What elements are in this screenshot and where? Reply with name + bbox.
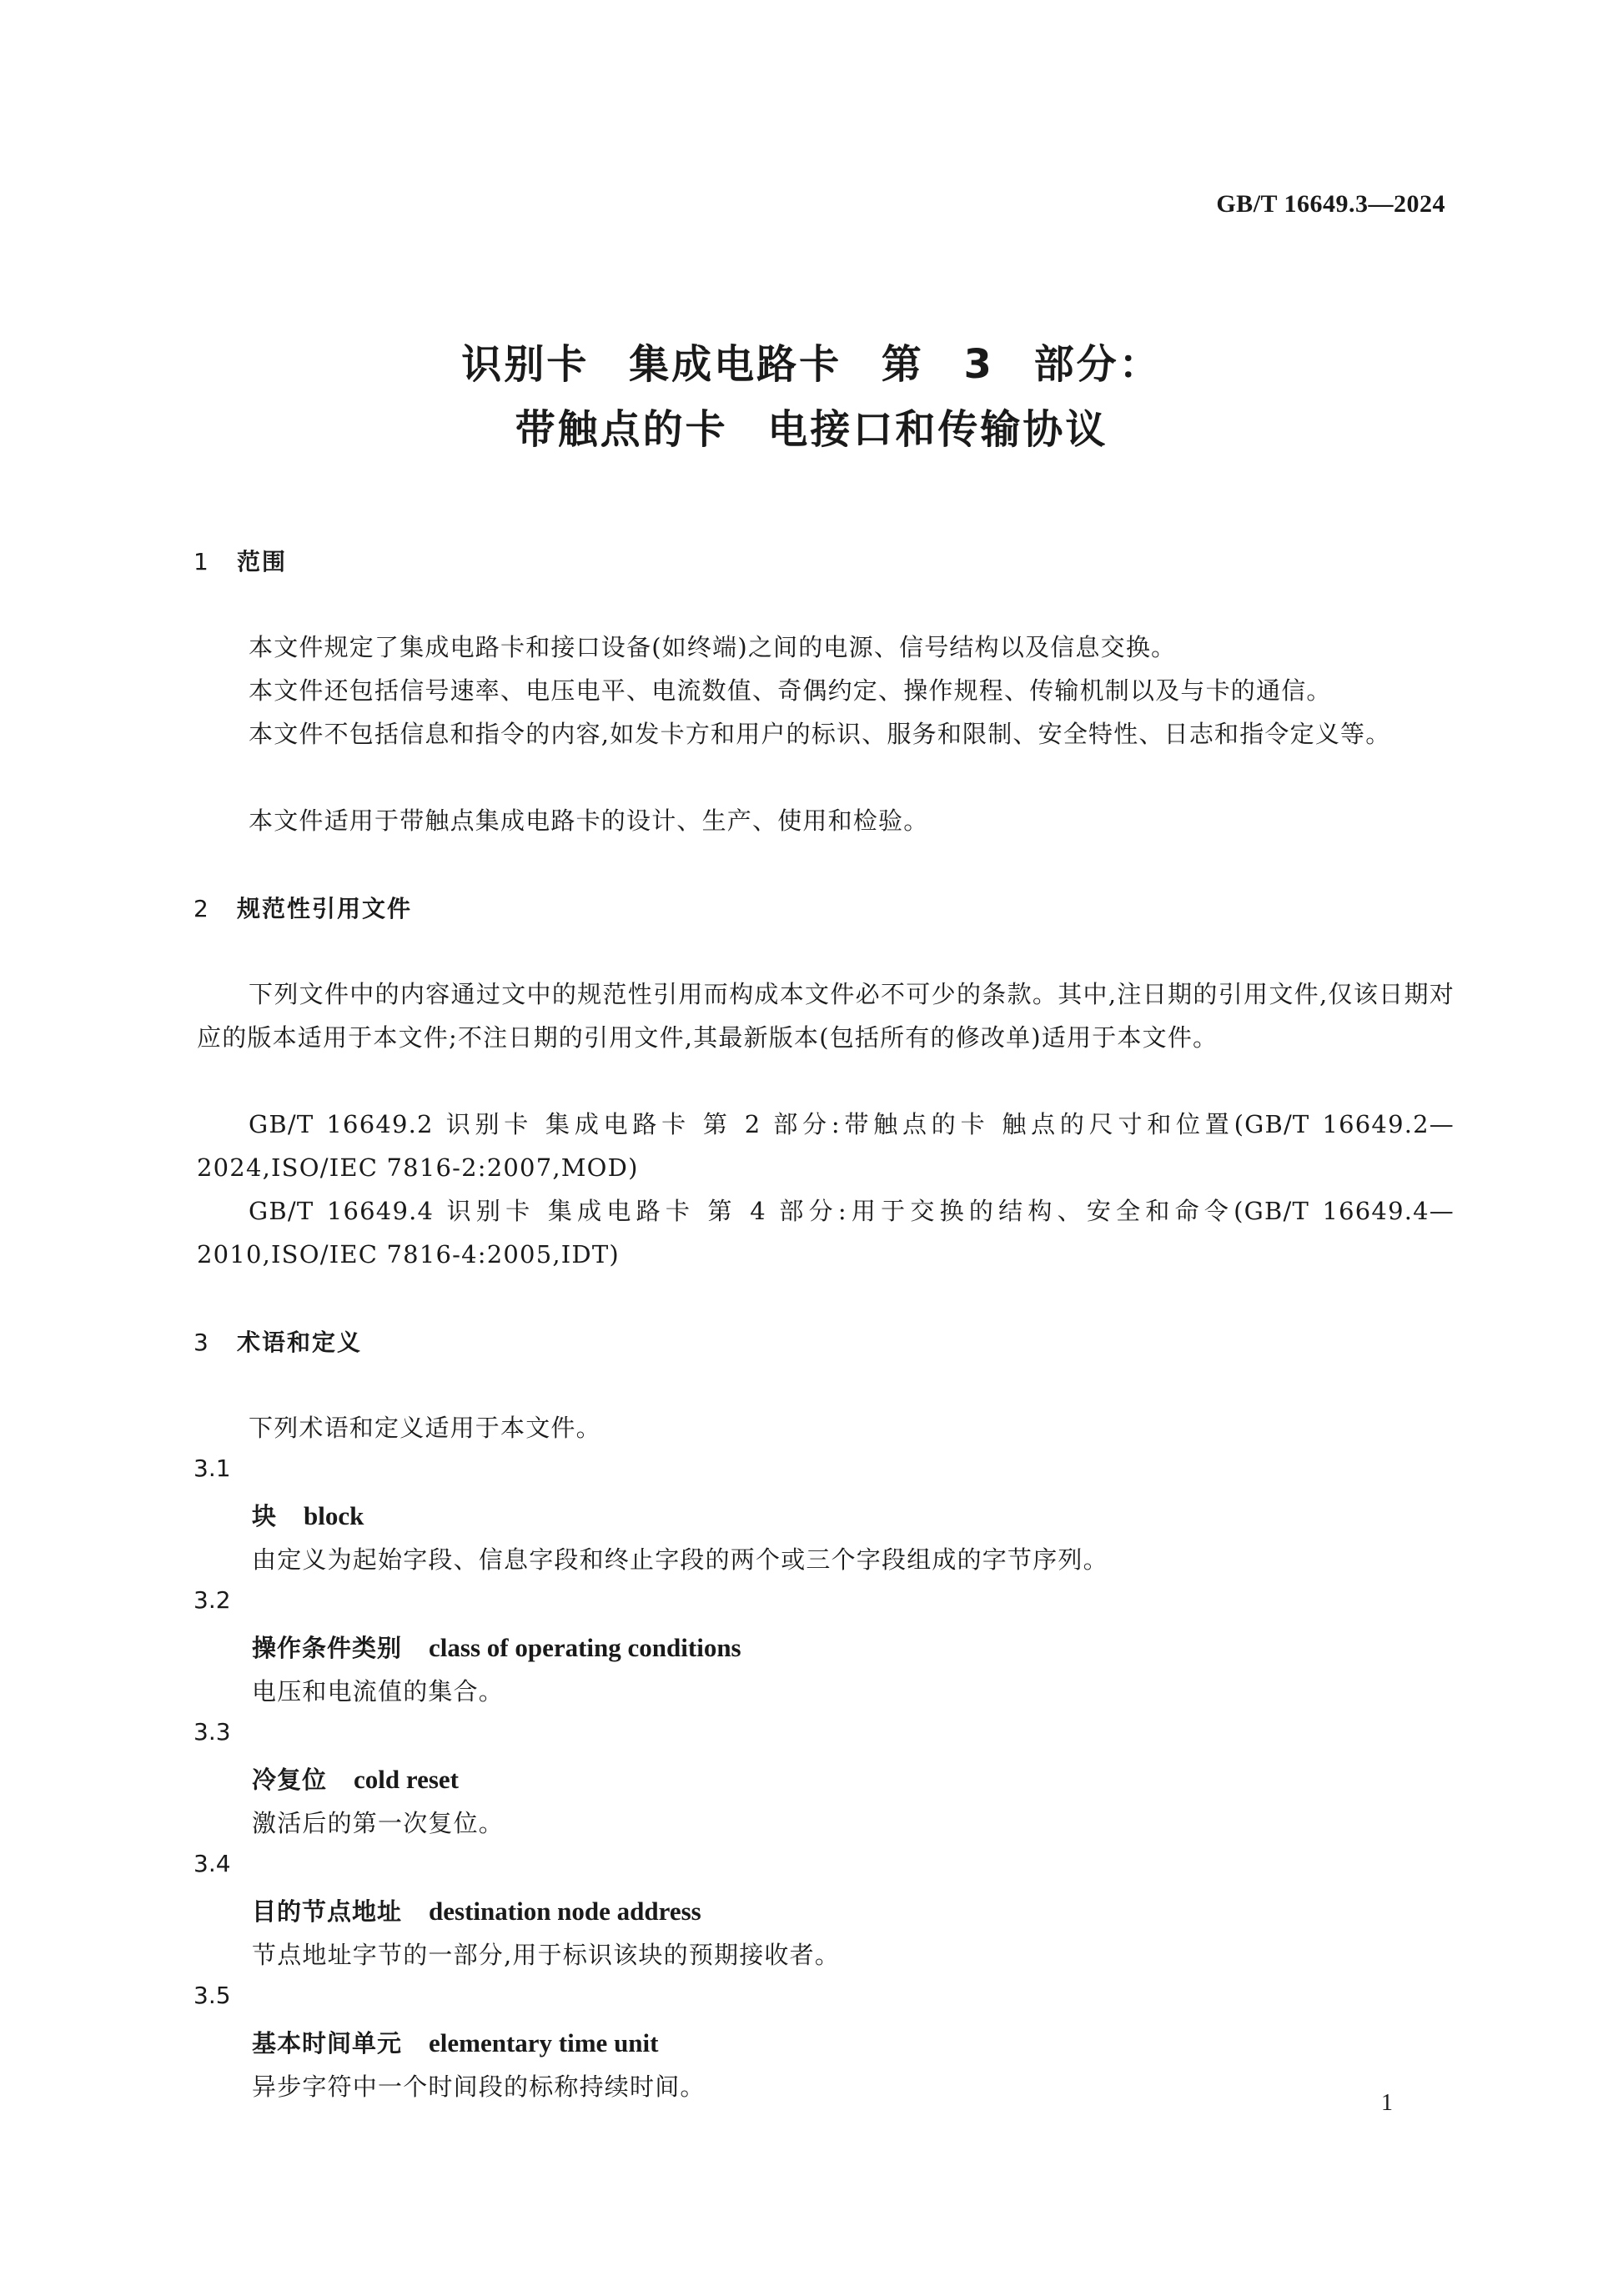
scope-paragraph: 本文件不包括信息和指令的内容,如发卡方和用户的标识、服务和限制、安全特性、日志和指令定义等。 <box>249 720 1391 748</box>
term-definition: 激活后的第一次复位。 <box>252 1809 505 1837</box>
term-definition: 由定义为起始字段、信息字段和终止字段的两个或三个字段组成的字节序列。 <box>252 1545 1108 1574</box>
section-title: 规范性引用文件 <box>237 895 413 922</box>
section-title: 术语和定义 <box>237 1329 363 1356</box>
section-3-heading <box>193 1324 362 1358</box>
term-heading <box>252 1893 701 1927</box>
term-heading <box>252 1761 459 1796</box>
document-title-line-2: 带触点的卡 电接口和传输协议 <box>515 406 1108 453</box>
section-1-heading <box>193 544 287 577</box>
term-english: elementary time unit <box>429 2028 659 2057</box>
term-chinese: 操作条件类别 <box>252 1634 403 1662</box>
standard-code: GB/T 16649.3—2024 <box>1216 190 1445 218</box>
term-number: 3.2 <box>193 1586 231 1614</box>
scope-paragraph: 本文件规定了集成电路卡和接口设备(如终端)之间的电源、信号结构以及信息交换。 <box>249 633 1177 661</box>
term-chinese: 目的节点地址 <box>252 1897 403 1926</box>
section-number: 3 <box>193 1329 210 1356</box>
scope-paragraph: 本文件还包括信号速率、电压电平、电流数值、奇偶约定、操作规程、传输机制以及与卡的通信。 <box>249 676 1332 705</box>
term-number: 3.4 <box>193 1850 231 1877</box>
document-title-line-1: 识别卡 集成电路卡 第 3 部分： <box>461 341 1162 388</box>
section-title: 范围 <box>237 548 288 575</box>
scope-paragraph: 本文件适用于带触点集成电路卡的设计、生产、使用和检验。 <box>249 806 929 835</box>
term-definition: 电压和电流值的集合。 <box>252 1677 505 1706</box>
term-english: destination node address <box>429 1897 701 1926</box>
term-number: 3.1 <box>193 1454 231 1482</box>
term-english: block <box>304 1501 364 1530</box>
term-english: class of operating conditions <box>429 1633 741 1662</box>
term-chinese: 块 <box>252 1502 278 1530</box>
term-number: 3.3 <box>193 1718 231 1746</box>
reference-entry: GB/T 16649.4 识别卡 集成电路卡 第 4 部分:用于交换的结构、安全和命令(GB/T 16649.4—2010,ISO/IEC 7816-4:2005,IDT) <box>197 1197 1455 1269</box>
term-definition: 异步字符中一个时间段的标称持续时间。 <box>252 2072 706 2101</box>
normative-references-intro: 下列文件中的内容通过文中的规范性引用而构成本文件必不可少的条款。其中,注日期的引用文件,仅该日期对应的版本适用于本文件;不注日期的引用文件,其最新版本(包括所有的修改单)适用于本文件。 <box>197 980 1455 1052</box>
term-heading <box>252 1498 364 1532</box>
term-chinese: 冷复位 <box>252 1766 328 1794</box>
page-number: 1 <box>1381 2090 1393 2116</box>
term-heading <box>252 2025 659 2059</box>
terms-intro: 下列术语和定义适用于本文件。 <box>249 1414 601 1442</box>
section-number: 1 <box>193 548 210 575</box>
term-chinese: 基本时间单元 <box>252 2029 403 2057</box>
section-number: 2 <box>193 895 210 922</box>
term-definition: 节点地址字节的一部分,用于标识该块的预期接收者。 <box>252 1941 841 1969</box>
section-2-heading <box>193 891 412 924</box>
term-number: 3.5 <box>193 1982 231 2009</box>
term-english: cold reset <box>354 1765 459 1794</box>
term-heading <box>252 1630 741 1664</box>
reference-entry: GB/T 16649.2 识别卡 集成电路卡 第 2 部分:带触点的卡 触点的尺寸和位置(GB/T 16649.2—2024,ISO/IEC 7816-2:2007,MOD) <box>197 1110 1455 1182</box>
